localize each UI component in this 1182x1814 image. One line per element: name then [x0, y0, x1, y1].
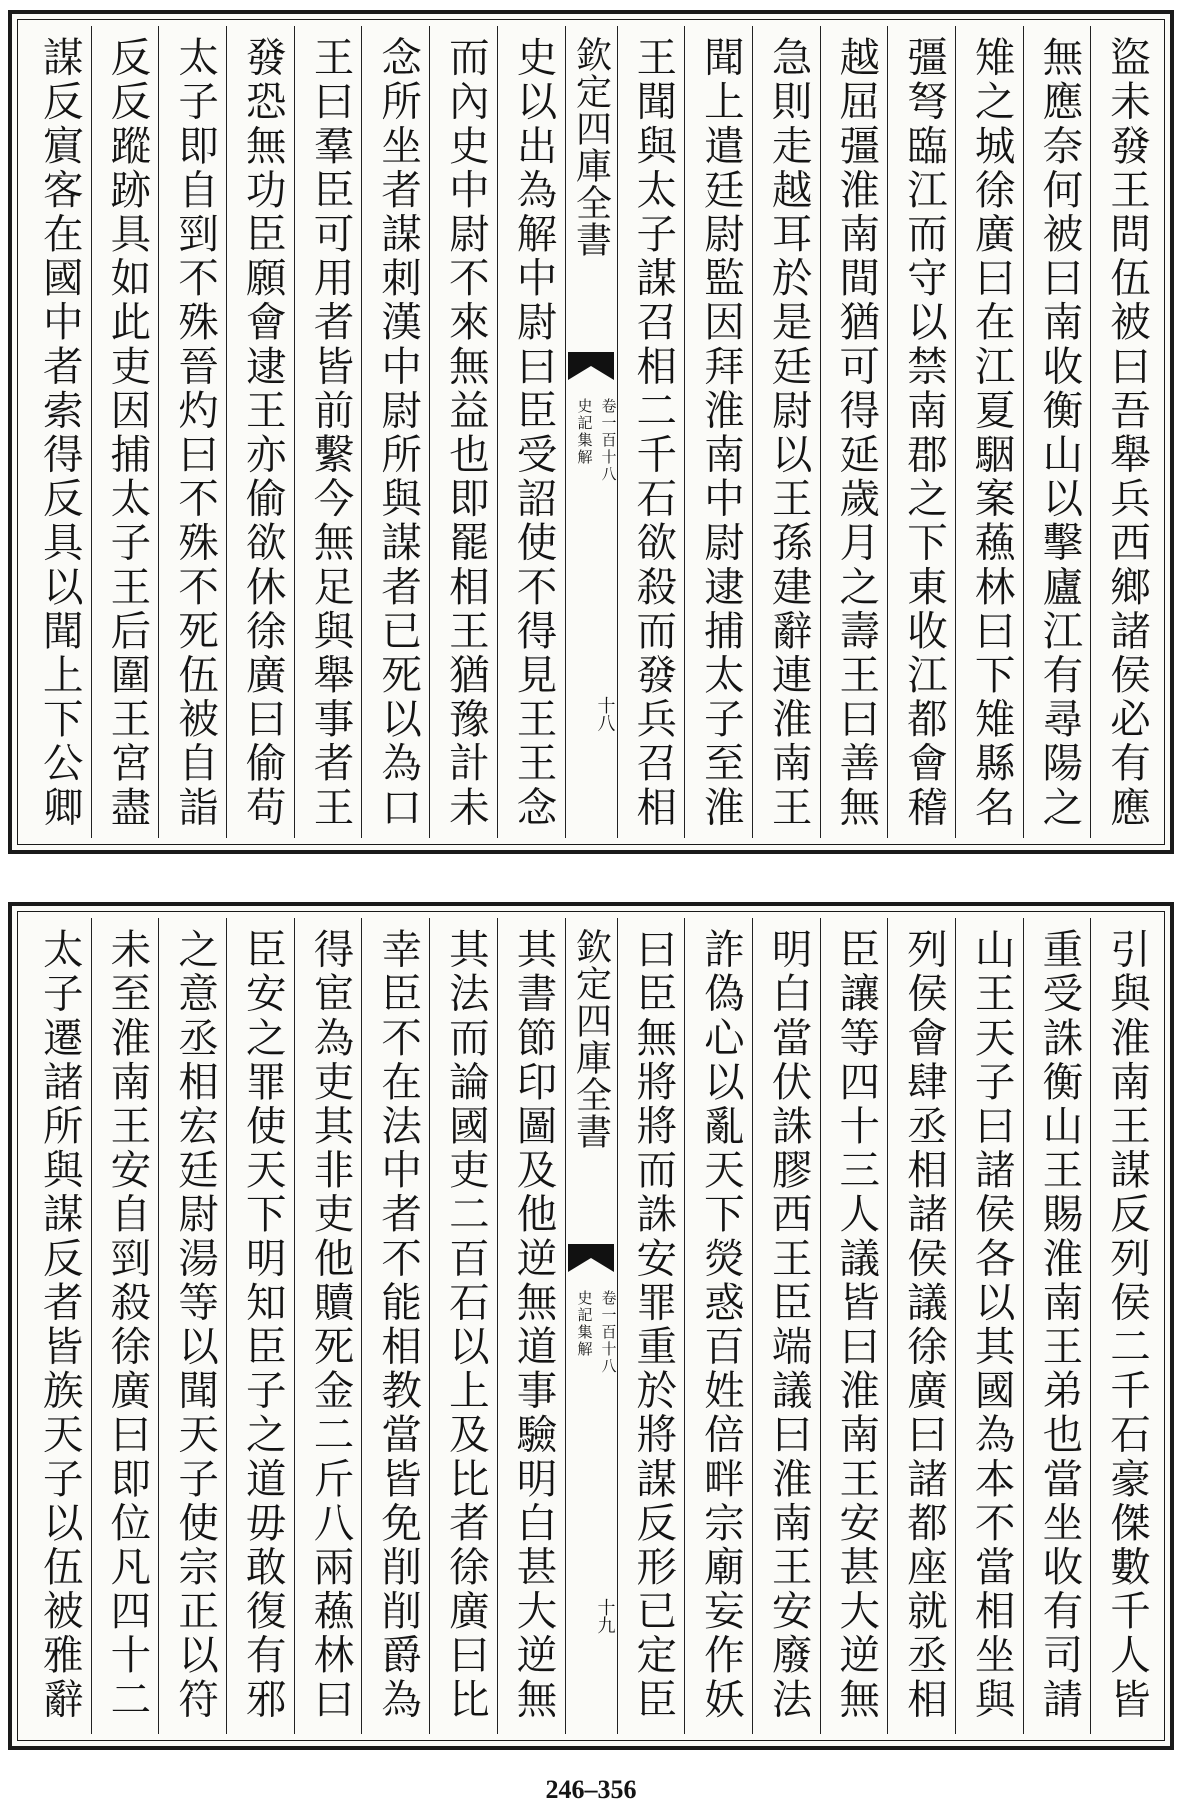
column-text: 史以出為解中尉曰臣受詔使不得見王王念 [509, 36, 558, 830]
text-column [1090, 26, 1158, 838]
fishtail-mark-icon [568, 352, 614, 382]
column-text: 而內史中尉不來無益也即罷相王猶豫計未 [441, 36, 490, 830]
text-column [91, 918, 159, 1734]
column-text: 引與淮南王謀反列侯二千石豪傑數千人皆 [1103, 928, 1151, 1722]
column-text: 其書節印圖及他逆無道事驗明白甚大逆無 [509, 928, 558, 1722]
column-text: 王曰羣臣可用者皆前繫今無足與舉事者王 [306, 36, 355, 830]
text-column [887, 26, 955, 838]
text-column [752, 918, 820, 1734]
column-text: 越屈彊淮南間猶可得延歲月之壽王曰善無 [832, 36, 881, 830]
center-fold [565, 918, 617, 1734]
upper-page [8, 10, 1174, 854]
book-name: 史記集解 [575, 1290, 594, 1358]
upper-columns [24, 26, 1158, 838]
text-column [684, 918, 752, 1734]
leaf-number: 十八 [594, 696, 616, 732]
text-column [361, 918, 429, 1734]
fishtail-mark-icon [568, 1244, 614, 1274]
text-column [617, 918, 685, 1734]
text-column [684, 26, 752, 838]
column-text: 無應奈何被曰南收衡山以擊廬江有尋陽之 [1035, 36, 1084, 830]
column-text: 幸臣不在法中者不能相教當皆免削削爵為 [374, 928, 423, 1722]
book-name: 史記集解 [575, 398, 594, 466]
column-text: 念所坐者謀刺漢中尉所與謀者已死以為口 [374, 36, 423, 830]
text-column [1090, 918, 1158, 1734]
text-column [1023, 26, 1091, 838]
lower-columns [24, 918, 1158, 1734]
column-text: 得宦為吏其非吏他贖死金二斤八兩蘓林曰 [306, 928, 355, 1722]
text-column [24, 918, 91, 1734]
column-text: 列侯會肆丞相諸侯議徐廣曰諸都座就丞相 [899, 928, 948, 1722]
column-text: 臣安之罪使天下明知臣子之道毋敢復有邪 [238, 928, 287, 1722]
column-text: 重受誅衡山王賜淮南王弟也當坐收有司請 [1035, 928, 1084, 1722]
text-column [429, 26, 497, 838]
column-text: 反反蹤跡具如此吏因捕太子王后圍王宮盡 [103, 36, 152, 830]
column-text: 其法而論國吏二百石以上及比者徐廣曰比 [441, 928, 490, 1722]
center-fold [565, 26, 617, 838]
text-column [294, 26, 362, 838]
text-column [91, 26, 159, 838]
column-text: 之意丞相宏廷尉湯等以聞天子使宗正以符 [171, 928, 220, 1722]
text-column [158, 918, 226, 1734]
column-text: 曰臣無將將而誅安罪重於將謀反形已定臣 [629, 928, 678, 1722]
text-column [820, 918, 888, 1734]
chapter-number: 卷一百十八 [599, 398, 618, 483]
column-text: 王聞與太子謀召相二千石欲殺而發兵召相 [629, 36, 678, 830]
text-column [361, 26, 429, 838]
text-column [887, 918, 955, 1734]
text-column [1023, 918, 1091, 1734]
column-text: 山王天子曰諸侯各以其國為本不當相坐與 [967, 928, 1016, 1722]
column-text: 聞上遣廷尉監因拜淮南中尉逮捕太子至淮 [696, 36, 745, 830]
column-text: 詐偽心以亂天下熒惑百姓倍畔宗廟妄作妖 [696, 928, 745, 1722]
text-column [226, 26, 294, 838]
text-column [497, 918, 565, 1734]
text-column [820, 26, 888, 838]
chapter-number: 卷一百十八 [599, 1290, 618, 1375]
column-text: 謀反賔客在國中者索得反具以聞上下公卿 [35, 36, 84, 830]
column-text: 盜未發王問伍被曰吾舉兵西鄉諸侯必有應 [1103, 36, 1151, 830]
page-number: 246–356 [545, 1775, 637, 1804]
text-column [24, 26, 91, 838]
text-column [955, 918, 1023, 1734]
text-column [752, 26, 820, 838]
text-column [497, 26, 565, 838]
book-title: 欽定四庫全書 [570, 36, 612, 258]
column-text: 發恐無功臣願會逮王亦偷欲休徐廣曰偷苟 [238, 36, 287, 830]
column-text: 太子遷諸所與謀反者皆族天子以伍被雅辭 [35, 928, 84, 1722]
column-text: 雉之城徐廣曰在江夏駰案蘓林曰下雉縣名 [967, 36, 1016, 830]
column-text: 明白當伏誅膠西王臣端議曰淮南王安廢法 [764, 928, 813, 1722]
column-text: 急則走越耳於是廷尉以王孫建辭連淮南王 [764, 36, 813, 830]
column-text: 臣讓等四十三人議皆曰淮南王安甚大逆無 [832, 928, 881, 1722]
text-column [617, 26, 685, 838]
column-text: 未至淮南王安自剄殺徐廣曰即位凡四十二 [103, 928, 152, 1722]
text-column [955, 26, 1023, 838]
column-text: 彊弩臨江而守以禁南郡之下東收江都會稽 [899, 36, 948, 830]
book-title: 欽定四庫全書 [570, 928, 612, 1150]
text-column [226, 918, 294, 1734]
text-column [294, 918, 362, 1734]
lower-page [8, 902, 1174, 1750]
column-text: 太子即自剄不殊晉灼曰不殊不死伍被自詣 [171, 36, 220, 830]
text-column [429, 918, 497, 1734]
leaf-number: 十九 [594, 1598, 616, 1634]
text-column [158, 26, 226, 838]
